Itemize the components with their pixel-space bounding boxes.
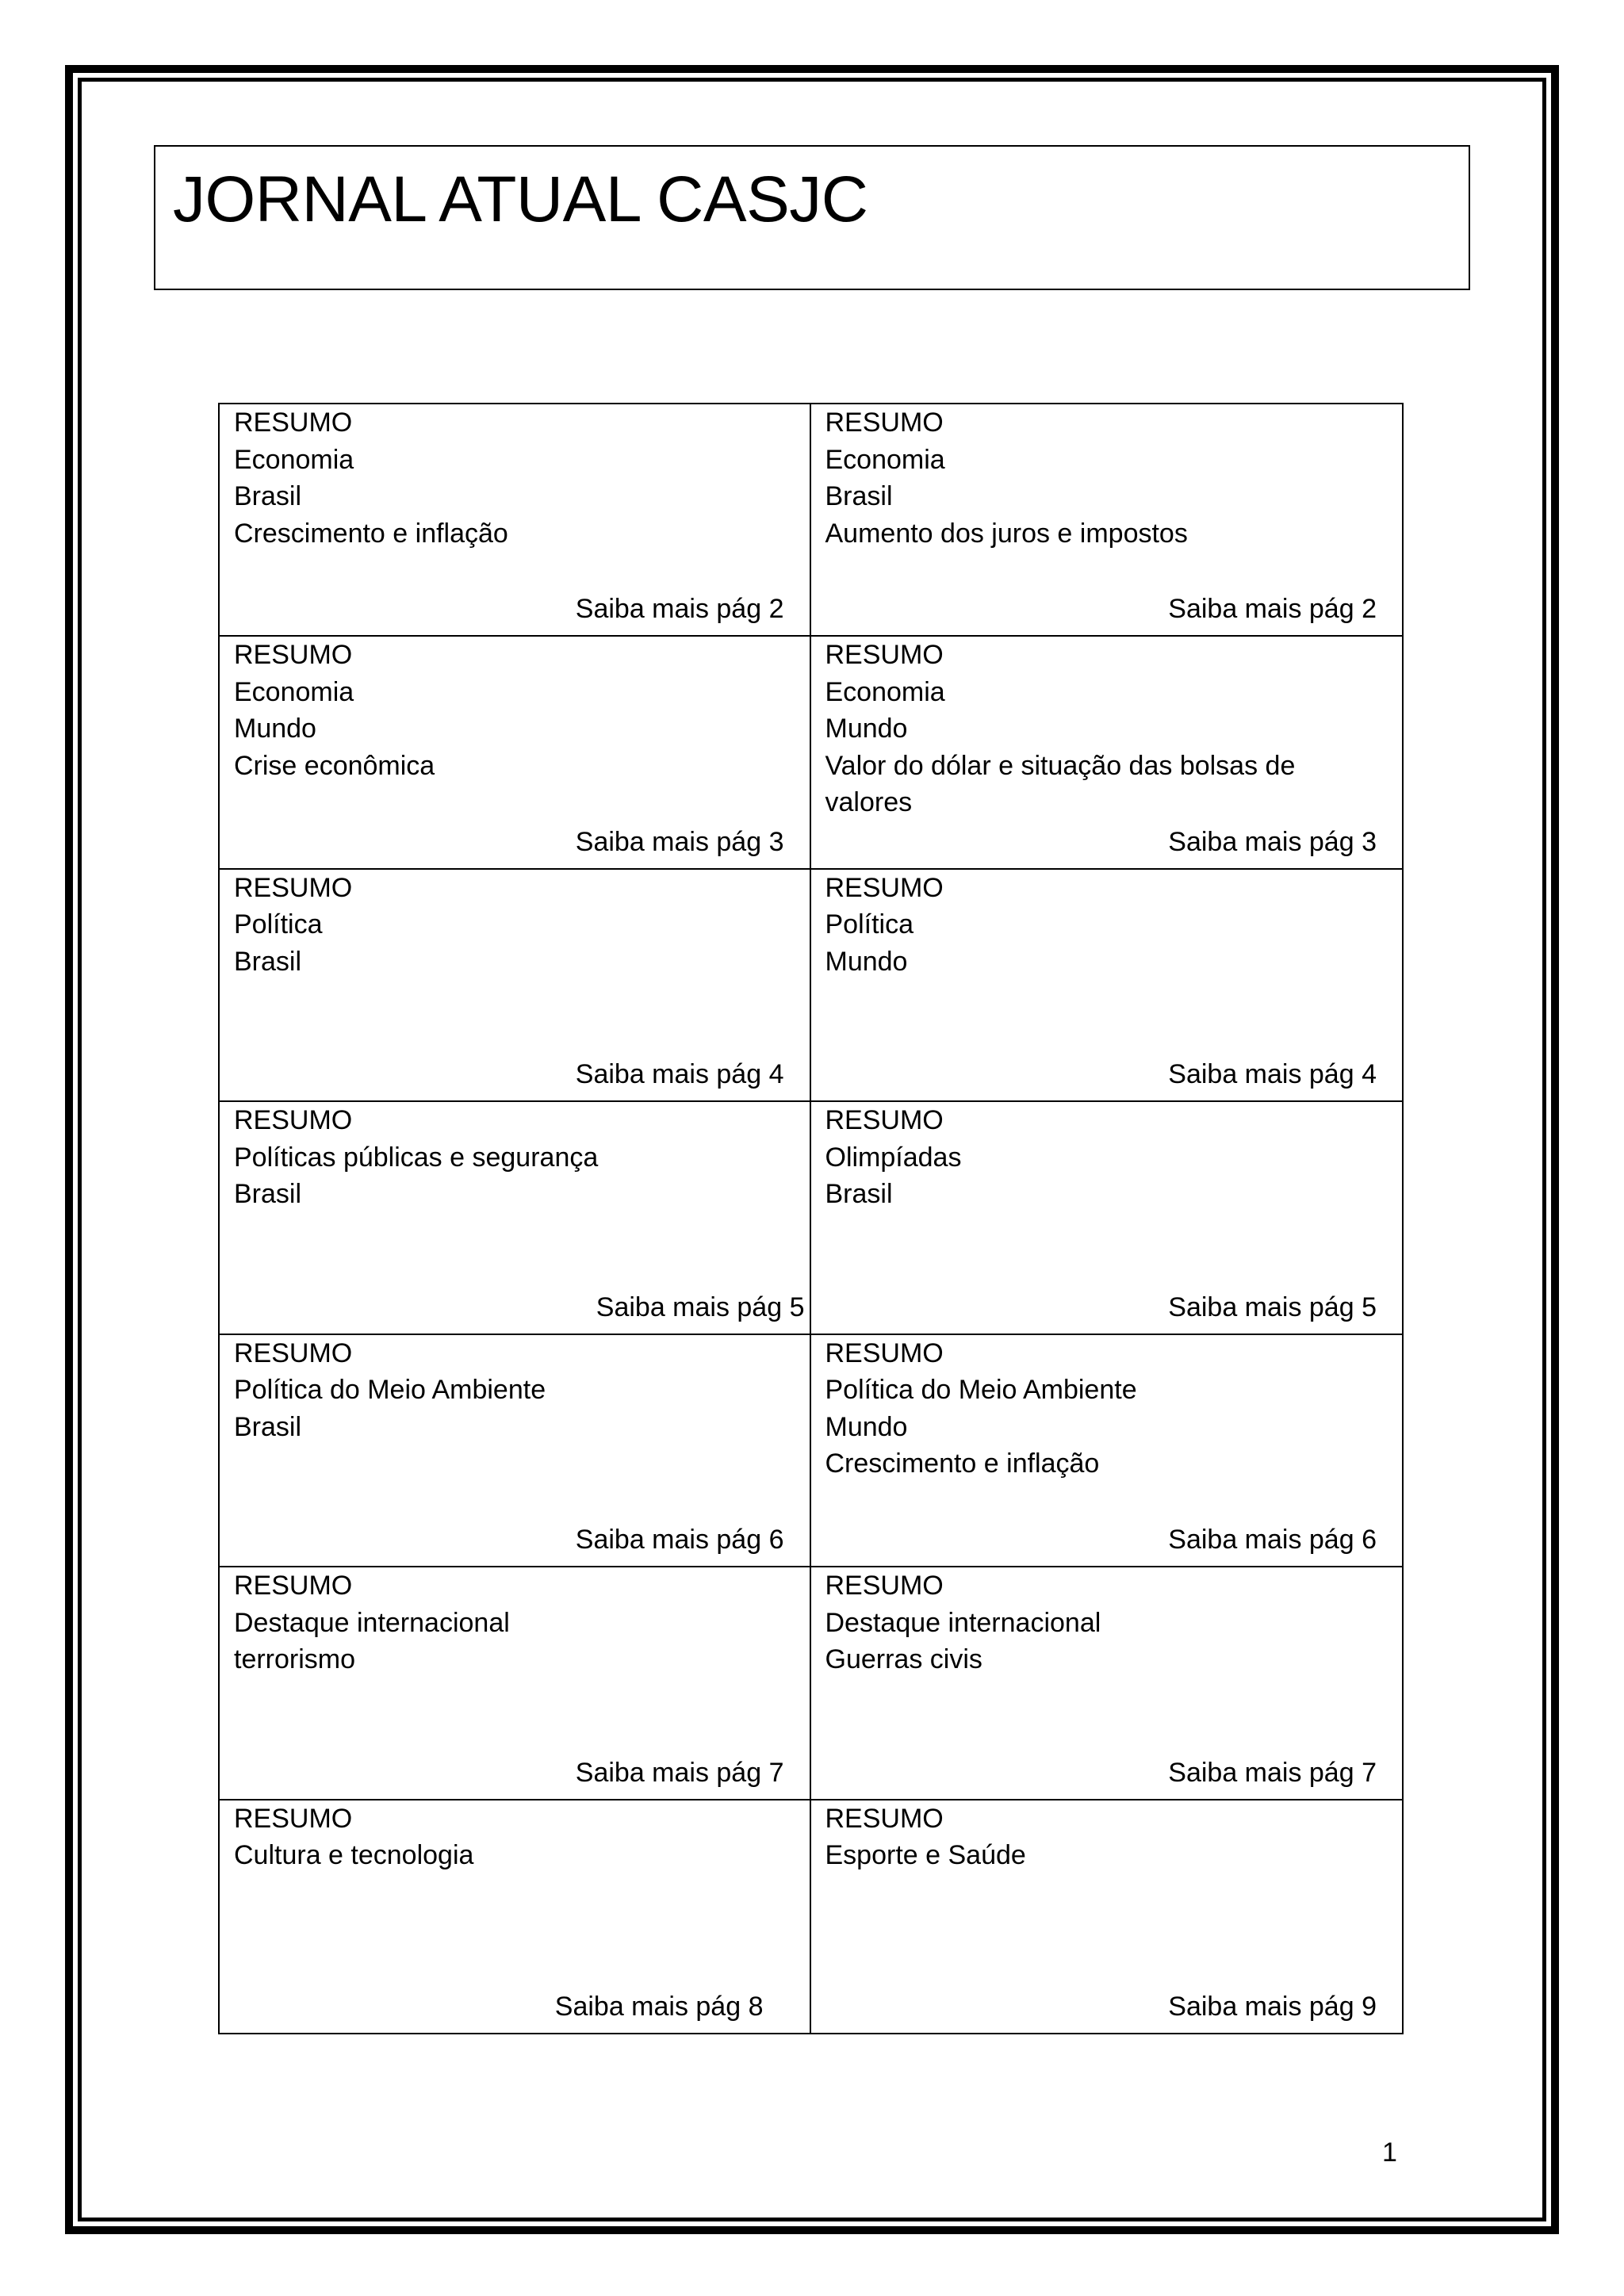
summary-cell: [220, 1567, 811, 1800]
summary-cell-lines: [825, 404, 1384, 552]
summary-topic: terrorismo: [234, 1644, 356, 1675]
summary-topic: Destaque internacional: [825, 1607, 1101, 1638]
summary-topic: Economia: [234, 444, 354, 475]
summary-topic: Mundo: [825, 714, 908, 744]
summary-cell-lines: [825, 637, 1384, 821]
summary-cell-lines: [234, 1102, 791, 1213]
summary-cell: [811, 1800, 1403, 2033]
summary-topic: Política: [234, 909, 323, 940]
summary-heading: RESUMO: [825, 872, 944, 903]
summary-topic: Economia: [825, 444, 945, 475]
masthead-title: JORNAL ATUAL CASJC: [173, 163, 868, 235]
read-more-link[interactable]: Saiba mais pág 2: [1168, 594, 1377, 625]
read-more-link[interactable]: Saiba mais pág 5: [596, 1292, 805, 1322]
summary-cell-lines: [234, 870, 791, 981]
masthead-box: [154, 145, 1470, 290]
summary-topic: Brasil: [234, 946, 302, 977]
read-more-link[interactable]: Saiba mais pág 6: [1168, 1525, 1377, 1556]
read-more-link[interactable]: Saiba mais pág 3: [575, 826, 784, 857]
read-more-link[interactable]: Saiba mais pág 2: [575, 594, 784, 625]
summary-heading: RESUMO: [234, 1337, 353, 1368]
summary-cell: [811, 637, 1403, 869]
summary-topic: Economia: [825, 676, 945, 707]
summary-cell-lines: [825, 1335, 1384, 1483]
summary-topic: Economia: [234, 676, 354, 707]
summary-topic: Mundo: [825, 1411, 908, 1442]
summary-heading: RESUMO: [825, 640, 944, 671]
read-more-link[interactable]: Saiba mais pág 3: [1168, 826, 1377, 857]
summary-cell: [811, 1335, 1403, 1567]
summary-topic: Destaque internacional: [234, 1607, 510, 1638]
summary-heading: RESUMO: [825, 1105, 944, 1136]
summary-topic: Política do Meio Ambiente: [234, 1375, 546, 1406]
summary-cell: [220, 870, 811, 1102]
summary-cell-lines: [825, 1102, 1384, 1213]
summary-cell: [220, 404, 811, 637]
summary-topic: Políticas públicas e segurança: [234, 1142, 599, 1173]
summary-cell-lines: [234, 637, 791, 784]
read-more-link[interactable]: Saiba mais pág 9: [1168, 1991, 1377, 2022]
page-number: 1: [1382, 2137, 1397, 2168]
summary-topic: Olimpíadas: [825, 1142, 962, 1173]
summary-topic: Guerras civis: [825, 1644, 982, 1675]
summary-heading: RESUMO: [234, 408, 353, 438]
summary-topic: Mundo: [825, 946, 908, 977]
read-more-link[interactable]: Saiba mais pág 7: [1168, 1757, 1377, 1788]
summary-cell-lines: [825, 870, 1384, 981]
summary-cell-lines: [825, 1567, 1384, 1678]
summary-topic: Crise econômica: [234, 750, 435, 781]
summary-heading: RESUMO: [234, 1803, 353, 1834]
summary-topic: Política do Meio Ambiente: [825, 1375, 1137, 1406]
summary-cell: [220, 1800, 811, 2033]
summary-cell: [220, 1335, 811, 1567]
summary-topic: Brasil: [825, 481, 893, 511]
summary-topic: Brasil: [234, 1179, 302, 1210]
summary-cell: [220, 637, 811, 869]
read-more-link[interactable]: Saiba mais pág 8: [554, 1991, 764, 2022]
summary-topic: Valor do dólar e situação das bolsas de valores: [825, 750, 1296, 818]
summary-topic: Cultura e tecnologia: [234, 1840, 474, 1871]
summary-cell: [811, 404, 1403, 637]
summary-topic: Mundo: [234, 714, 316, 744]
summary-topic: Brasil: [825, 1179, 893, 1210]
read-more-link[interactable]: Saiba mais pág 7: [575, 1757, 784, 1788]
summary-topic: Política: [825, 909, 914, 940]
summary-heading: RESUMO: [234, 640, 353, 671]
summary-cell: [811, 1102, 1403, 1334]
summary-cell-lines: [234, 1567, 791, 1678]
summary-heading: RESUMO: [825, 1571, 944, 1601]
read-more-link[interactable]: Saiba mais pág 4: [575, 1059, 784, 1090]
summary-topic: Aumento dos juros e impostos: [825, 518, 1188, 549]
summary-cell: [811, 1567, 1403, 1800]
summary-cell: [220, 1102, 811, 1334]
summary-topic: Brasil: [234, 481, 302, 511]
summary-cell: [811, 870, 1403, 1102]
summary-topic: Crescimento e inflação: [234, 518, 508, 549]
read-more-link[interactable]: Saiba mais pág 5: [1168, 1292, 1377, 1322]
summary-topic: Crescimento e inflação: [825, 1448, 1100, 1479]
read-more-link[interactable]: Saiba mais pág 6: [575, 1525, 784, 1556]
summary-cell-lines: [234, 1335, 791, 1446]
summary-heading: RESUMO: [234, 872, 353, 903]
summary-heading: RESUMO: [825, 1803, 944, 1834]
read-more-link[interactable]: Saiba mais pág 4: [1168, 1059, 1377, 1090]
summary-topic: Esporte e Saúde: [825, 1840, 1026, 1871]
summary-topic: Brasil: [234, 1411, 302, 1442]
summary-cell-lines: [234, 1800, 791, 1874]
summary-heading: RESUMO: [825, 408, 944, 438]
summary-cell-lines: [234, 404, 791, 552]
summary-cell-lines: [825, 1800, 1384, 1874]
summary-heading: RESUMO: [234, 1571, 353, 1601]
summary-heading: RESUMO: [234, 1105, 353, 1136]
summary-table: [218, 403, 1404, 2034]
summary-heading: RESUMO: [825, 1337, 944, 1368]
